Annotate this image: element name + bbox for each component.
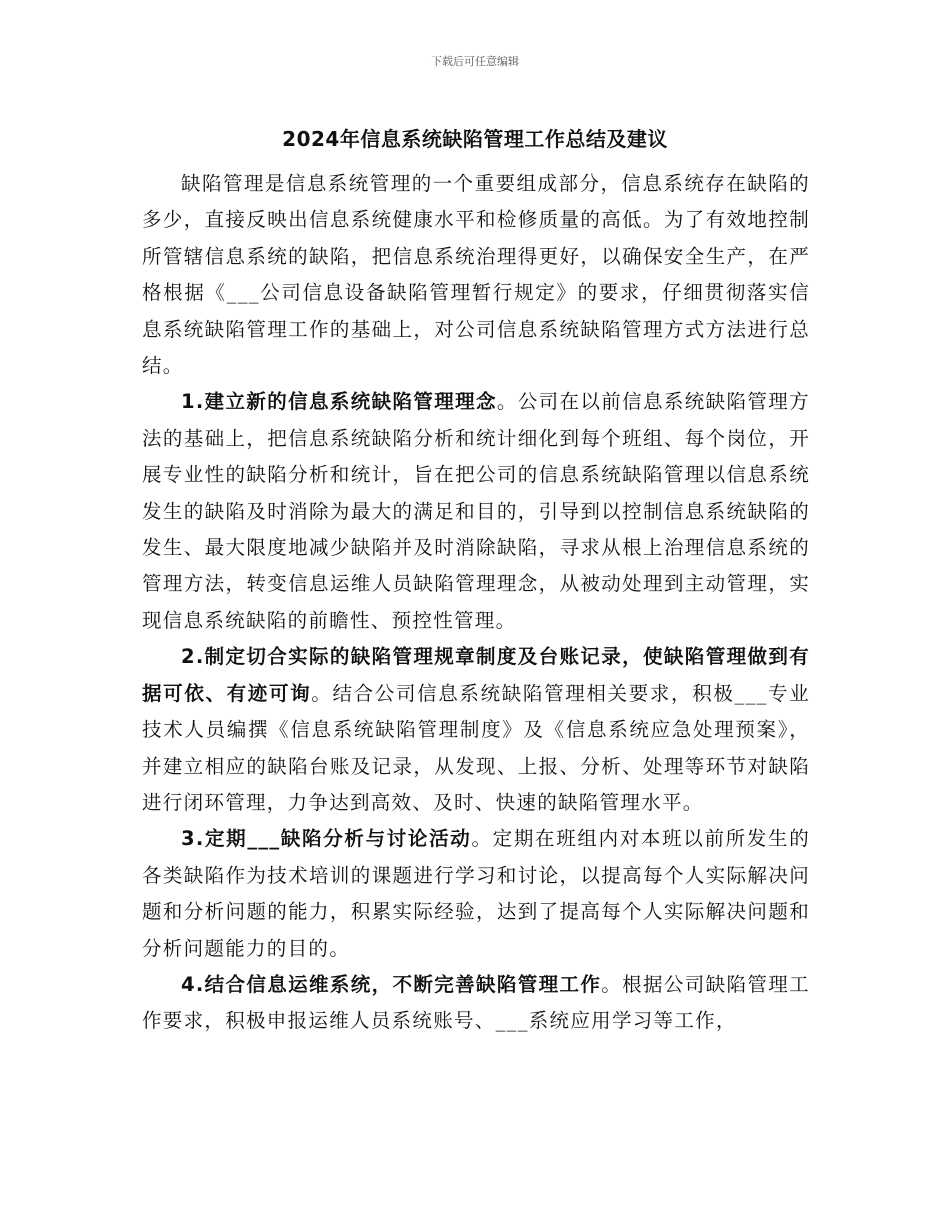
paragraph-text: 缺陷管理是信息系统管理的一个重要组成部分，信息系统存在缺陷的多少，直接反映出信息系统健康水平和检修质量的高低。为了有效地控制所管辖信息系统的缺陷，把信息系统治理得更好，以确保安全生产，在严格根据《___公司信息设备缺陷管理暂行规定》的要求，仔细贯彻落实信息系统缺陷管理工作的基础上，对公司信息系统缺陷管理方式方法进行总结。	[142, 172, 810, 378]
paragraph-item-4	[142, 967, 810, 1040]
document-body	[142, 166, 810, 1040]
paragraph-item-1	[142, 384, 810, 639]
paragraph-item-2	[142, 639, 810, 821]
paragraph-text: 。公司在以前信息系统缺陷管理方法的基础上，把信息系统缺陷分析和统计细化到每个班组、每个岗位，开展专业性的缺陷分析和统计，旨在把公司的信息系统缺陷管理以信息系统发生的缺陷及时消除为最大的满足和目的，引导到以控制信息系统缺陷的发生、最大限度地减少缺陷并及时消除缺陷，寻求从根上治理信息系统的管理方法，转变信息运维人员缺陷管理理念，从被动处理到主动管理，实现信息系统缺陷的前瞻性、预控性管理。	[142, 390, 810, 632]
paragraph-lead: 2.制定切合实际的缺陷管理规章制度及台账记录，使缺陷管理做到有据可依、有迹可询	[142, 645, 810, 705]
page-header-note: 下载后可任意编辑	[431, 55, 519, 68]
paragraph-lead: 3.定期___缺陷分析与讨论活动	[181, 827, 472, 851]
paragraph-lead: 1.建立新的信息系统缺陷管理理念	[181, 390, 497, 414]
paragraph-lead: 4.结合信息运维系统，不断完善缺陷管理工作	[181, 972, 602, 996]
paragraph-text: 。根据公司缺陷管理工作要求，积极申报运维人员系统账号、___系统应用学习等工作，	[142, 972, 810, 1033]
paragraph-intro	[142, 166, 810, 384]
document-title: 2024年信息系统缺陷管理工作总结及建议	[282, 127, 668, 151]
paragraph-text: 。定期在班组内对本班以前所发生的各类缺陷作为技术培训的课题进行学习和讨论，以提高每个人实际解决问题和分析问题的能力，积累实际经验，达到了提高每个人实际解决问题和分析问题能力的目的。	[142, 827, 810, 960]
paragraph-text: 。结合公司信息系统缺陷管理相关要求，积极___专业技术人员编撰《信息系统缺陷管理制度》及《信息系统应急处理预案》，并建立相应的缺陷台账及记录，从发现、上报、分析、处理等环节对缺陷进行闭环管理，力争达到高效、及时、快速的缺陷管理水平。	[142, 681, 810, 814]
paragraph-item-3	[142, 821, 810, 967]
